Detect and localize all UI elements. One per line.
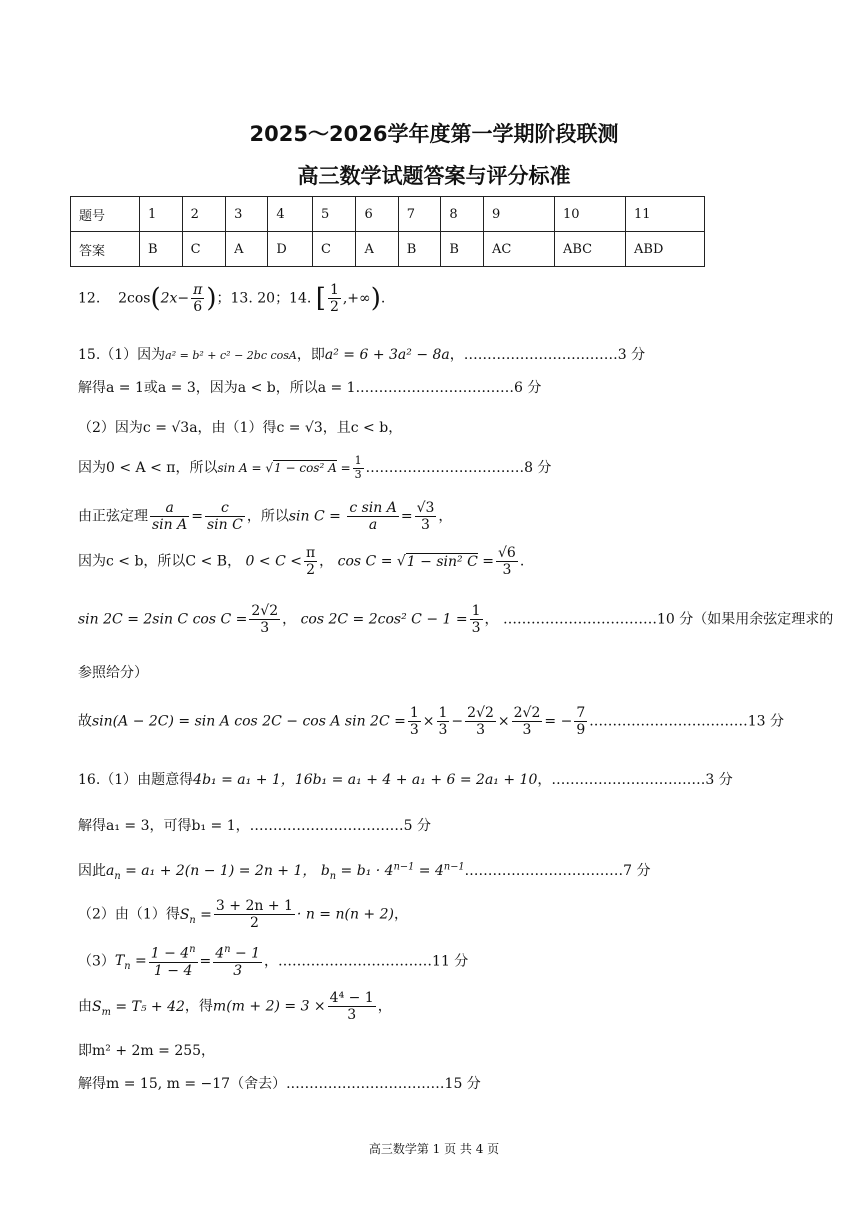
score: 3 分 — [705, 772, 733, 788]
table-cell: D — [268, 232, 313, 267]
q15-text: 因为c < b，所以C < B， — [78, 553, 242, 570]
q15-line-4: 因为0 < A < π，所以sin A = √1 − cos² A = $\frac{1}{3}$ .……………………………8 分 — [78, 454, 552, 481]
table-row-questions — [71, 197, 705, 232]
score: 15 分 — [444, 1076, 481, 1092]
q16-text: 解得m = 15, m = −17（舍去）. — [78, 1076, 291, 1092]
q15-line-5: 由正弦定理 $\frac{a}{\text{sin A}}$ = $\frac{c}{\text{sin C}}$ ，所以sin C = $\frac{\text{c sin A}}{a}$ = $\frac{√3}{3}$ ， — [78, 500, 453, 534]
table-cell: B — [441, 232, 484, 267]
fill-answers-line: 12. 2cos(2x− $\frac{\pi}{6}$ )；13. 20；14. [ $\frac{1}{2}$ ,+∞). — [78, 282, 386, 316]
score: 13 分 — [747, 713, 784, 730]
q15-line-9: 故sin(A − 2C) = sin A cos 2C − cos A sin 2C = $\frac{1}{3}$ × $\frac{1}{3}$ − $\frac{2√2}{3}$ × $\frac{2√2}{3}$ = − $\frac{7}{9}$ .……………………………13 分 — [78, 705, 784, 739]
table-cell: B — [398, 232, 441, 267]
q12-label: 12. — [78, 290, 101, 307]
q16-line-4: （2）由（1）得$S_n$ = $\frac{3 + 2n + 1}{2}$ · n = n(n + 2)， — [78, 898, 408, 932]
table-cell: 2 — [182, 197, 226, 232]
q15-line-2: 解得a = 1或a = 3，因为a < b，所以a = 1.……………………………6 分 — [78, 380, 542, 396]
score: 10 分（如果用余弦定理求的 — [656, 611, 834, 628]
q15-line-1: 15.（1）因为a² = b² + c² − 2bc cosA，即a² = 6 + 3a² − 8a，……………………………3 分 — [78, 347, 646, 363]
q15-line-7: sin 2C = 2sin C cos C = $\frac{2√2}{3}$ ， cos 2C = 2cos² C − 1 = $\frac{1}{3}$ ， ……………………………10 分（如果用余弦定理求的 — [78, 603, 834, 637]
q15-line-3: （2）因为c = √3a，由（1）得c = √3，且c < b， — [78, 420, 403, 436]
table-cell: AC — [484, 232, 555, 267]
score: 6 分 — [514, 380, 542, 396]
q16-text: 由 — [78, 998, 92, 1015]
q15-text: ，即 — [296, 347, 325, 363]
score: 8 分 — [524, 460, 552, 477]
table-cell: A — [226, 232, 268, 267]
table-cell: ABC — [555, 232, 626, 267]
q16-text: （2）由（1）得 — [78, 906, 180, 923]
q14-tail: ,+∞ — [342, 290, 371, 307]
q16-label: 16.（1）由题意得 — [78, 772, 194, 788]
q15-label: 15.（1）因为 — [78, 347, 166, 363]
table-cell: 10 — [555, 197, 626, 232]
q15-text: 由正弦定理 — [78, 508, 148, 525]
q13-answer: 20 — [257, 290, 276, 307]
q16-line-2: 解得a₁ = 3，可得b₁ = 1，……………………………5 分 — [78, 818, 431, 834]
table-cell: 8 — [441, 197, 484, 232]
q15-line-6: 因为c < b，所以C < B， 0 < C < $\frac{\pi}{2}$ ， cos C = √1 − sin² C = $\frac{√6}{3}$ . — [78, 545, 525, 579]
q16-line-8: 解得m = 15, m = −17（舍去）.……………………………15 分 — [78, 1076, 481, 1092]
q16-line-5: $(3)T_n$ = $\frac{1 - 4^n}{1 - 4}$ = $\frac{4^n - 1}{3}$ ，……………………………11 分 — [78, 944, 469, 979]
page-subtitle: 高三数学试题答案与评分标准 — [297, 164, 571, 188]
table-cell: 6 — [356, 197, 398, 232]
q15-text: ，所以 — [246, 508, 289, 525]
q15-line-8: 参照给分） — [78, 665, 148, 681]
table-cell: C — [182, 232, 226, 267]
table-cell: C — [312, 232, 356, 267]
sep-14: ；14. — [275, 290, 312, 307]
table-cell: B — [140, 232, 183, 267]
table-cell: 7 — [398, 197, 441, 232]
score: 3 分 — [617, 347, 646, 363]
table-cell: 1 — [140, 197, 183, 232]
page-title: 2025～2026学年度第一学期阶段联测 — [249, 122, 619, 146]
table-header-answer: 答案 — [71, 232, 140, 267]
q16-text: 因此 — [78, 863, 106, 879]
table-cell: ABD — [626, 232, 705, 267]
q16-text: 解得a₁ = 3，可得b₁ = 1， — [78, 818, 250, 834]
q16-line-3: 因此$a_n = a_1 + 2(n - 1) = 2n + 1$， $b_n = b_1 \cdot 4^{n-1}$ = $4^{n-1}.\dots\dots\dots\dots\dots\dots\dots\dots\dots\dots\dots 7$ 分 — [78, 861, 651, 882]
score: 5 分 — [403, 818, 431, 834]
sep-13: ；13. — [216, 290, 253, 307]
q15-text: 故 — [78, 713, 92, 730]
table-cell: 5 — [312, 197, 356, 232]
table-cell: 9 — [484, 197, 555, 232]
table-cell: 3 — [226, 197, 268, 232]
q16-line-1: 16.（1）由题意得4b₁ = a₁ + 1，16b₁ = a₁ + 4 + a₁ + 6 = 2a₁ + 10，……………………………3 分 — [78, 772, 733, 788]
table-cell: A — [356, 232, 398, 267]
page-footer: 高三数学第 1 页 共 4 页 — [368, 1142, 500, 1156]
q15-text: 解得a = 1或a = 3，因为a < b，所以a = 1. — [78, 380, 361, 396]
q15-text: 因为0 < A < π，所以 — [78, 460, 218, 477]
table-header-question: 题号 — [71, 197, 140, 232]
answer-table — [70, 196, 705, 267]
q16-line-7: 即m² + 2m = 255， — [78, 1043, 216, 1059]
q16-text: （3） — [78, 953, 115, 970]
table-row-answers — [71, 232, 705, 267]
q16-text: ，得 — [184, 998, 213, 1015]
score: 7 分 — [623, 863, 651, 879]
table-cell: 4 — [268, 197, 313, 232]
q16-line-6: 由$S_m = T_5 + 42$，得m(m + 2) = 3 × $\frac{\text{4⁴ − 1}}{3}$ ， — [78, 990, 392, 1024]
score: 11 分 — [432, 953, 469, 970]
q12-prefix: 2cos — [118, 290, 151, 307]
table-cell: 11 — [626, 197, 705, 232]
